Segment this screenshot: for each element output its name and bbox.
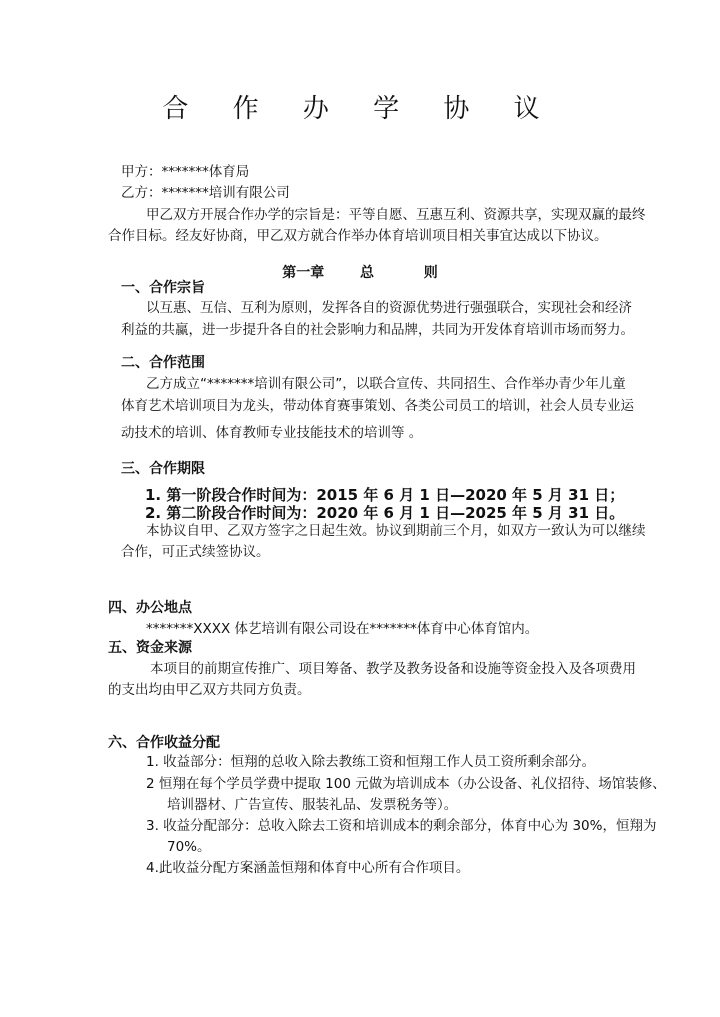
section-6-item-2: 2 恒翔在每个学员学费中提取 100 元做为培训成本（办公设备、礼仪招待、场馆装修、	[146, 776, 666, 792]
intro-line-1: 甲乙双方开展合作办学的宗旨是：平等自愿、互惠互利、资源共享，实现双赢的最终	[146, 207, 646, 223]
section-4-heading: 四、办公地点	[108, 600, 192, 616]
section-6-item-3: 3. 收益分配部分：总收入除去工资和培训成本的剩余部分，体育中心为 30%，恒翔为	[146, 818, 657, 834]
document-title: 合 作 办 学 协 议	[162, 94, 558, 124]
section-5-line-1: 本项目的前期宣传推广、项目筹备、教学及教务设备和设施等资金投入及各项费用	[150, 661, 636, 677]
chapter-title-b: 则	[423, 265, 438, 281]
section-6-item-3-cont: 70%。	[167, 839, 211, 855]
section-6-item-4: 4.此收益分配方案涵盖恒翔和体育中心所有合作项目。	[146, 860, 470, 876]
section-3-line-2: 合作，可正式续签协议。	[121, 544, 270, 560]
phase-1: 1. 第一阶段合作时间为：2015 年 6 月 1 日—2020 年 5 月 31 日；	[145, 486, 625, 504]
section-6-heading: 六、合作收益分配	[108, 735, 220, 751]
section-1-heading: 一、合作宗旨	[121, 280, 205, 296]
section-2-heading: 二、合作范围	[121, 355, 205, 371]
section-5-line-2: 的支出均由甲乙双方共同方负责。	[108, 682, 311, 698]
section-2-line-2: 体育艺术培训项目为龙头，带动体育赛事策划、各类公司员工的培训，社会人员专业运	[121, 398, 634, 414]
chapter-title-a: 总	[360, 265, 374, 281]
chapter-heading	[0, 262, 720, 282]
intro-line-2: 合作目标。经友好协商，甲乙双方就合作举办体育培训项目相关事宜达成以下协议。	[108, 228, 608, 244]
section-2-line-1: 乙方成立“*******培训有限公司”，以联合宣传、共同招生、合作举办青少年儿童	[146, 376, 626, 392]
chapter-label: 第一章	[282, 265, 325, 281]
section-2-line-3: 动技术的培训、体育教师专业技能技术的培训等 。	[121, 425, 423, 441]
section-3-line-1: 本协议自甲、乙双方签字之日起生效。协议到期前三个月，如双方一致认为可以继续	[146, 523, 646, 539]
section-4-line: *******XXXX 体艺培训有限公司设在*******体育中心体育馆内。	[146, 621, 539, 637]
section-1-line-1: 以互惠、互信、互利为原则，发挥各自的资源优势进行强强联合，实现社会和经济	[146, 300, 632, 316]
section-3-heading: 三、合作期限	[121, 461, 205, 477]
section-6-item-1: 1. 收益部分：恒翔的总收入除去教练工资和恒翔工作人员工资所剩余部分。	[146, 754, 596, 770]
party-a: 甲方：*******体育局	[121, 164, 250, 180]
section-6-item-2-cont: 培训器材、广告宣传、服装礼品、发票税务等）。	[167, 797, 458, 813]
section-5-heading: 五、资金来源	[108, 640, 192, 656]
section-1-line-2: 利益的共赢，进一步提升各自的社会影响力和品牌，共同为开发体育培训市场而努力。	[121, 322, 634, 338]
party-b: 乙方：*******培训有限公司	[121, 185, 290, 201]
phase-2: 2. 第二阶段合作时间为：2020 年 6 月 1 日—2025 年 5 月 31 日。	[145, 504, 625, 522]
